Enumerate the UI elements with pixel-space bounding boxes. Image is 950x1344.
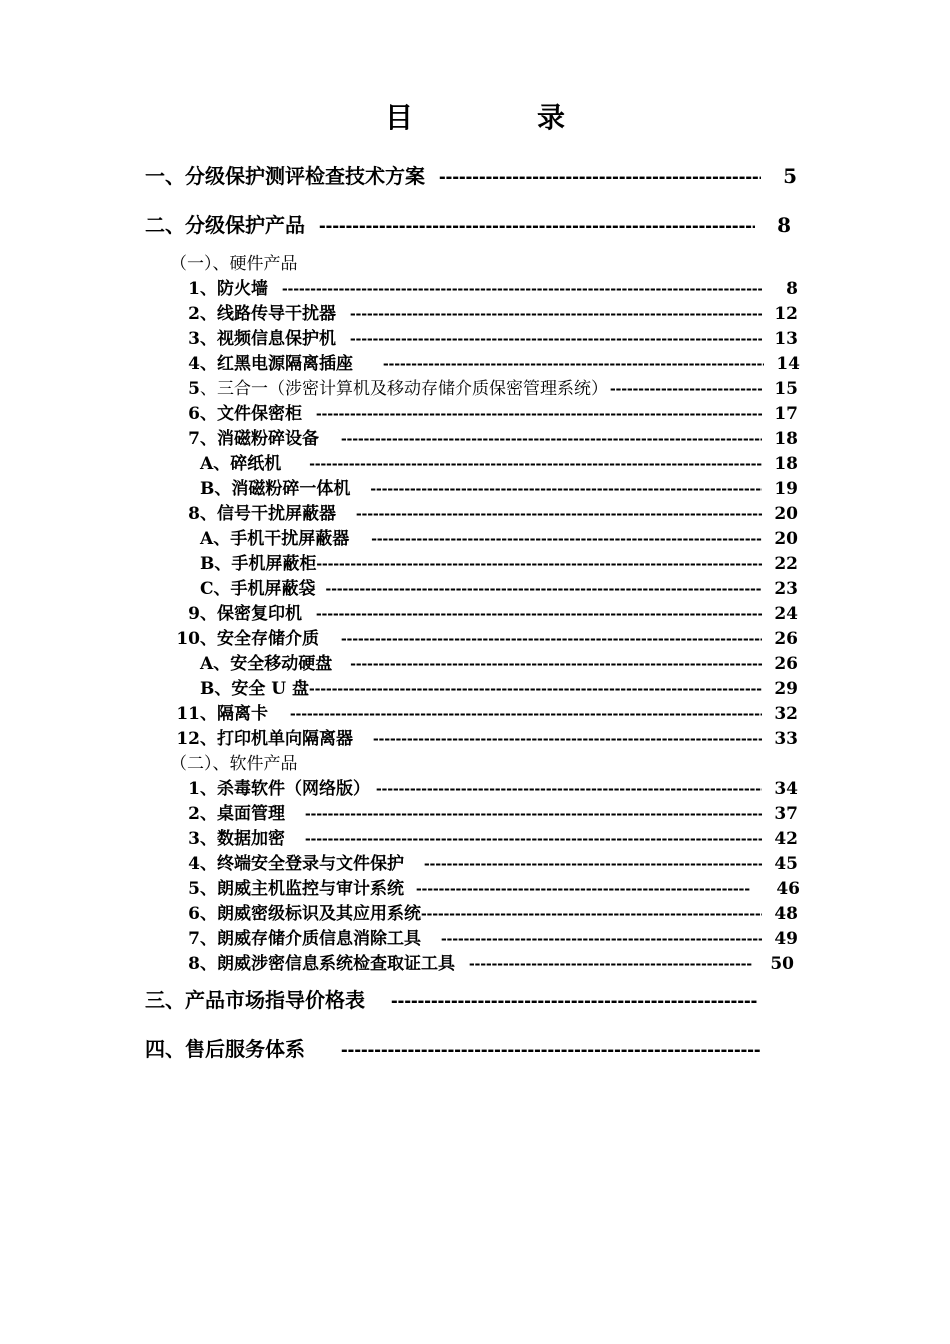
toc-page-number: 18	[774, 454, 798, 474]
toc-item-number: 6	[188, 404, 200, 424]
toc-item-label: 、红黑电源隔离插座	[200, 354, 353, 374]
toc-item[interactable]	[160, 349, 800, 374]
dot-leader	[309, 679, 762, 699]
toc-group-label: （二）、软件产品	[170, 754, 298, 774]
toc-item-number: 4	[188, 854, 200, 874]
toc-item-number: 2	[188, 804, 200, 824]
toc-page-number: 32	[774, 704, 798, 724]
toc-item-label: 、安全移动硬盘	[213, 654, 333, 674]
toc-item-number: 11	[176, 704, 200, 724]
toc-item[interactable]	[160, 274, 798, 299]
dot-leader	[316, 604, 762, 624]
dot-leader	[350, 329, 762, 349]
toc-item-label: 、手机干扰屏蔽器	[213, 529, 350, 549]
toc-item[interactable]	[160, 599, 798, 624]
toc-item-number: 7	[188, 929, 200, 949]
toc-item-number: 10	[176, 629, 200, 649]
toc-item[interactable]	[160, 499, 798, 524]
toc-item-number: 5	[188, 379, 200, 399]
toc-item-label: 、桌面管理	[200, 804, 285, 824]
dot-leader	[383, 354, 764, 374]
toc-page-number: 26	[774, 629, 798, 649]
toc-item-number: 6	[188, 904, 200, 924]
toc-page-number: 23	[774, 579, 798, 599]
toc-page-number: 26	[774, 654, 798, 674]
toc-item-number: A	[200, 654, 214, 674]
dot-leader	[416, 879, 750, 899]
toc-page-number: 45	[774, 854, 798, 874]
dot-leader	[305, 829, 762, 849]
dot-leader	[439, 166, 761, 189]
toc-group-label: （一）、硬件产品	[170, 254, 298, 274]
toc-item-label: 、消磁粉碎一体机	[214, 479, 351, 499]
toc-item[interactable]	[160, 324, 798, 349]
toc-item-label: 、打印机单向隔离器	[200, 729, 353, 749]
toc-page-number: 8	[777, 213, 791, 237]
toc-page-number: 19	[774, 479, 798, 499]
toc-item[interactable]	[160, 924, 798, 949]
toc-page-number: 5	[783, 164, 797, 188]
dot-leader	[309, 454, 762, 474]
toc-item-label: 、朗威存储介质信息消除工具	[200, 929, 421, 949]
toc-item-label: 、信号干扰屏蔽器	[200, 504, 336, 524]
dot-leader	[341, 429, 762, 449]
dot-leader	[326, 579, 762, 599]
dot-leader	[371, 529, 762, 549]
toc-page-number: 12	[774, 304, 798, 324]
toc-subitem[interactable]	[200, 524, 798, 549]
dot-leader	[610, 379, 762, 399]
toc-group-software	[170, 749, 298, 774]
toc-item-label: 、隔离卡	[200, 704, 268, 724]
toc-item-label: 、消磁粉碎设备	[200, 429, 319, 449]
toc-item-number: 8	[188, 954, 200, 974]
toc-item[interactable]	[160, 849, 798, 874]
toc-item-label: 、手机屏蔽袋	[213, 579, 316, 599]
toc-item-number: A	[200, 529, 214, 549]
toc-page-number: 8	[786, 279, 798, 299]
toc-item-label: 、杀毒软件（网络版）	[200, 779, 370, 799]
toc-page-number: 29	[774, 679, 798, 699]
dot-leader	[282, 279, 762, 299]
toc-page-number: 13	[774, 329, 798, 349]
toc-item[interactable]	[160, 424, 798, 449]
toc-page-number: 42	[774, 829, 798, 849]
toc-page-number: 22	[774, 554, 798, 574]
toc-page-number: 14	[776, 354, 800, 374]
toc-page-number: 33	[774, 729, 798, 749]
dot-leader	[391, 990, 757, 1013]
dot-leader	[316, 554, 762, 574]
toc-section-4[interactable]	[145, 1033, 761, 1062]
toc-item[interactable]	[160, 399, 798, 424]
toc-item-label: 、安全 U 盘	[214, 679, 310, 699]
toc-page-number: 15	[774, 379, 798, 399]
toc-page-number: 34	[774, 779, 798, 799]
toc-item[interactable]	[160, 899, 798, 924]
dot-leader	[373, 729, 762, 749]
toc-subitem[interactable]	[200, 674, 798, 699]
toc-item-label: 、视频信息保护机	[200, 329, 336, 349]
toc-page-number: 24	[774, 604, 798, 624]
dot-leader	[290, 704, 762, 724]
dot-leader	[370, 479, 762, 499]
toc-section-3[interactable]	[145, 984, 757, 1013]
toc-page-number: 20	[774, 529, 798, 549]
toc-subitem[interactable]	[200, 574, 798, 599]
toc-item-number: 2	[188, 304, 200, 324]
toc-item-number: 3	[188, 329, 200, 349]
toc-subitem[interactable]	[200, 649, 798, 674]
toc-item-number: 1	[188, 279, 200, 299]
toc-item[interactable]	[160, 299, 798, 324]
toc-page-number: 18	[774, 429, 798, 449]
dot-leader	[319, 215, 755, 238]
dot-leader	[350, 654, 762, 674]
toc-item-label: 、手机屏蔽柜	[214, 554, 317, 574]
toc-item-label: 、保密复印机	[200, 604, 302, 624]
dot-leader	[376, 779, 762, 799]
toc-page-number: 37	[774, 804, 798, 824]
toc-item[interactable]	[160, 874, 800, 899]
toc-page-number: 50	[770, 954, 794, 974]
toc-item-label: 、线路传导干扰器	[200, 304, 336, 324]
page-title: 目 录	[384, 101, 613, 134]
dot-leader	[424, 854, 762, 874]
toc-item-label: 、碎纸机	[213, 454, 282, 474]
toc-item-number: 3	[188, 829, 200, 849]
toc-item-number: 5	[188, 879, 200, 899]
toc-page-number: 46	[776, 879, 800, 899]
dot-leader	[305, 804, 762, 824]
dot-leader	[350, 304, 762, 324]
toc-item-label: 、数据加密	[200, 829, 285, 849]
toc-item[interactable]	[160, 774, 798, 799]
toc-item-label: 、终端安全登录与文件保护	[200, 854, 404, 874]
toc-item-label: 、朗威涉密信息系统检查取证工具	[200, 954, 455, 974]
toc-subitem[interactable]	[200, 449, 798, 474]
toc-item[interactable]	[160, 824, 798, 849]
toc-item-number: 1	[188, 779, 200, 799]
toc-section-label: 二、分级保护产品	[145, 213, 305, 237]
toc-item-number: 9	[188, 604, 200, 624]
toc-item-number: B	[200, 679, 215, 699]
toc-item[interactable]	[160, 799, 798, 824]
toc-section-label: 四、售后服务体系	[145, 1037, 305, 1061]
toc-item-number: A	[200, 454, 214, 474]
toc-item[interactable]	[160, 699, 798, 724]
dot-leader	[469, 954, 752, 974]
toc-item-label: 、朗威密级标识及其应用系统	[200, 904, 421, 924]
toc-item-number: B	[200, 479, 215, 499]
toc-item-label: 、防火墙	[200, 279, 268, 299]
toc-item-number: B	[200, 554, 215, 574]
dot-leader	[341, 1039, 761, 1062]
toc-item[interactable]	[160, 949, 794, 974]
toc-item-number: 12	[176, 729, 200, 749]
toc-item[interactable]	[160, 374, 798, 399]
toc-page-number: 48	[774, 904, 798, 924]
toc-item-label: 、安全存储介质	[200, 629, 319, 649]
toc-item-number: 7	[188, 429, 200, 449]
toc-page-number: 20	[774, 504, 798, 524]
toc-section-label: 三、产品市场指导价格表	[145, 988, 365, 1012]
toc-item-label: 、文件保密柜	[200, 404, 302, 424]
dot-leader	[316, 404, 762, 424]
toc-section-2[interactable]	[145, 209, 791, 238]
toc-section-1[interactable]	[145, 160, 797, 189]
dot-leader	[356, 504, 762, 524]
dot-leader	[441, 929, 762, 949]
dot-leader	[341, 629, 762, 649]
toc-item-label: 、三合一（涉密计算机及移动存储介质保密管理系统）	[200, 379, 608, 399]
toc-page-number: 17	[774, 404, 798, 424]
toc-item-number: 8	[188, 504, 200, 524]
toc-item[interactable]	[160, 724, 798, 749]
toc-item[interactable]	[160, 624, 798, 649]
dot-leader	[421, 904, 762, 924]
toc-item-number: 4	[188, 354, 200, 374]
toc-group-hardware	[170, 249, 298, 274]
toc-item-number: C	[200, 579, 214, 599]
toc-item-label: 、朗威主机监控与审计系统	[200, 879, 404, 899]
toc-subitem[interactable]	[200, 474, 798, 499]
toc-subitem[interactable]	[200, 549, 798, 574]
toc-section-label: 一、分级保护测评检查技术方案	[145, 164, 425, 188]
toc-page-number: 49	[774, 929, 798, 949]
